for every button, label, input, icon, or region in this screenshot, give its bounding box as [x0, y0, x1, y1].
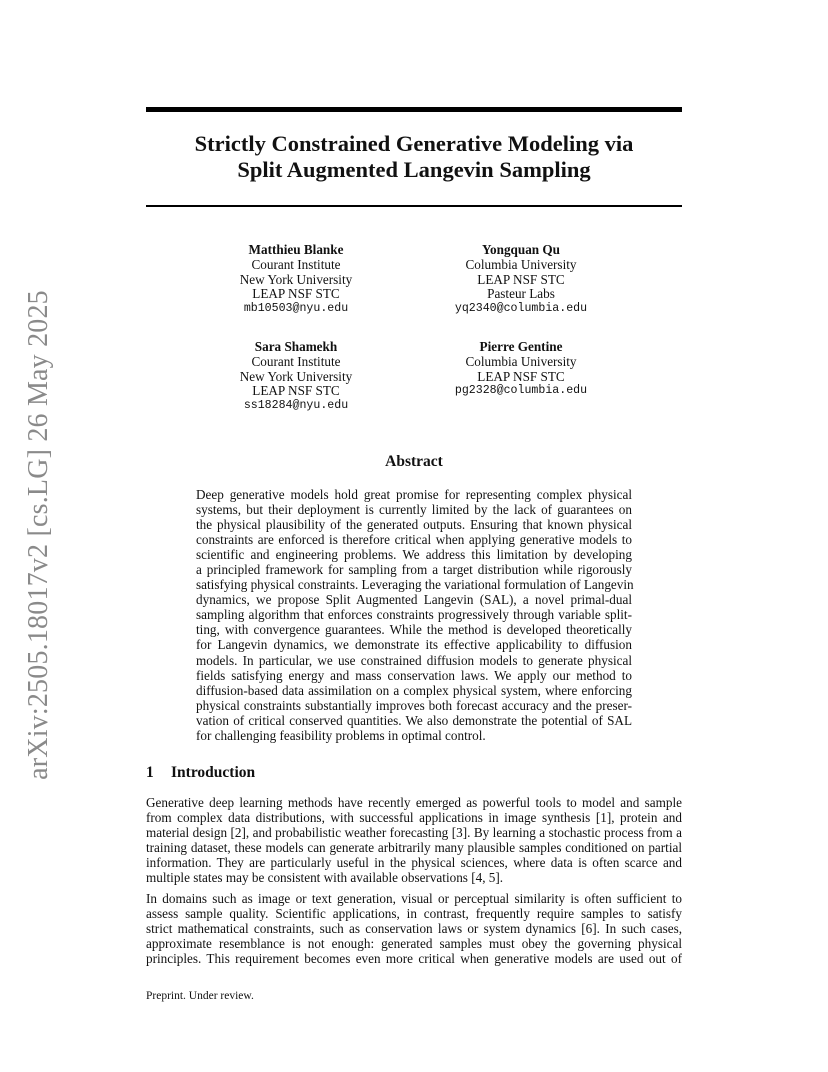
author-affiliation: Pasteur Labs: [487, 286, 555, 302]
abstract-line: diffusion-based data assimilation on a complex physical system, where enforcing: [196, 682, 632, 698]
paragraph-line: multiple states may be consistent with available observations [4, 5].: [146, 869, 504, 885]
paragraph-line: approximate resemblance is not enough: generated samples must obey the governing physical: [146, 935, 682, 951]
author-name: Matthieu Blanke: [248, 242, 344, 257]
author-affiliation: LEAP NSF STC: [252, 383, 340, 399]
paragraph-line: information. They are particularly useful in the physical sciences, where data is often scarce and: [146, 854, 682, 870]
author-email[interactable]: ss18284@nyu.edu: [243, 399, 349, 413]
author-affiliation: LEAP NSF STC: [252, 286, 340, 302]
author-email[interactable]: yq2340@columbia.edu: [454, 302, 588, 316]
abstract-line: physical constraints substantially improves both forecast accuracy and the preser-: [196, 697, 632, 713]
author-email[interactable]: pg2328@columbia.edu: [454, 384, 588, 398]
paragraph-line: principles. This requirement becomes even more critical when generative models are used out of: [146, 950, 682, 966]
title-bottom-rule: [146, 205, 682, 207]
title-line: Strictly Constrained Generative Modeling via: [194, 131, 634, 156]
author-block: [216, 243, 376, 317]
abstract-line: the physical plausibility of the generated outputs. Ensuring that known physical: [196, 517, 632, 533]
paragraph-line: training dataset, these models can generate arbitrarily many plausible samples conditioned on partial: [146, 839, 682, 855]
abstract-line: dynamics, we propose Split Augmented Langevin (SAL), a novel primal-dual: [196, 592, 632, 608]
author-affiliation: New York University: [239, 368, 353, 384]
abstract-line: models. In particular, we use constrained diffusion models to generate physical: [196, 652, 632, 668]
paragraph-line: Generative deep learning methods have recently emerged as powerful tools to model and sample: [146, 795, 682, 810]
abstract-line: sampling algorithm that enforces constraints progressively through variable split-: [196, 607, 632, 623]
abstract-line: a principled framework for sampling from a target distribution while rigorously: [196, 562, 632, 578]
abstract-body: [196, 487, 632, 743]
paper-title: [146, 131, 682, 183]
author-block: [436, 243, 606, 317]
abstract-heading: Abstract: [385, 453, 443, 470]
abstract-line: constraints are enforced is therefore critical when applying generative models to: [196, 532, 632, 548]
author-affiliation: Columbia University: [465, 353, 577, 369]
section-number: 1: [146, 764, 154, 781]
author-name: Sara Shamekh: [254, 339, 338, 354]
paragraph-line: In domains such as image or text generation, visual or perceptual similarity is often sufficient to: [146, 891, 682, 906]
abstract-line: for Langevin dynamics, we demonstrate its effective applicability to diffusion: [196, 637, 632, 653]
abstract-line: Deep generative models hold great promise for representing complex physical: [196, 487, 632, 502]
paragraph-line: assess sample quality. Scientific applications, in contrast, frequently require samples to satisfy: [146, 905, 682, 921]
abstract-line: satisfying physical constraints. Leveraging the variational formulation of Langevin: [196, 577, 634, 593]
abstract-line: fields satisfying energy and mass conservation laws. We apply our method to: [196, 667, 632, 683]
paragraph-line: from complex data distributions, with successful applications in image synthesis [1], protein and: [146, 809, 682, 825]
author-name: Yongquan Qu: [481, 242, 561, 257]
intro-paragraph-1: [146, 796, 682, 885]
author-affiliation: LEAP NSF STC: [477, 271, 565, 287]
abstract-line: for challenging feasibility problems in optimal control.: [196, 727, 486, 743]
arxiv-stamp: arXiv:2505.18017v2 [cs.LG] 26 May 2025: [23, 290, 54, 780]
abstract-line: vation of critical conserved quantities. We also demonstrate the potential of SAL: [196, 712, 632, 728]
author-email[interactable]: mb10503@nyu.edu: [243, 302, 349, 316]
title-line: Split Augmented Langevin Sampling: [237, 157, 591, 182]
abstract-line: systems, but their deployment is currently limited by the lack of guarantees on: [196, 502, 632, 518]
section-title: Introduction: [171, 764, 256, 781]
paragraph-line: strict mathematical constraints, such as conservation laws or system dynamics [6]. In such cases,: [146, 920, 682, 936]
footer-note: Preprint. Under review.: [146, 990, 254, 1002]
author-block: [436, 340, 606, 399]
author-name: Pierre Gentine: [479, 339, 563, 354]
author-affiliation: Courant Institute: [251, 353, 341, 369]
author-affiliation: LEAP NSF STC: [477, 368, 565, 384]
abstract-line: ting, with convergence guarantees. While the method is developed theoretically: [196, 622, 632, 638]
author-affiliation: Courant Institute: [251, 256, 341, 272]
section-heading: [146, 764, 255, 782]
author-affiliation: Columbia University: [465, 256, 577, 272]
author-affiliation: New York University: [239, 271, 353, 287]
abstract-line: scientific and engineering problems. We address this limitation by developing: [196, 547, 632, 563]
author-block: [216, 340, 376, 414]
paragraph-line: material design [2], and probabilistic weather forecasting [3]. By learning a stochastic process from a: [146, 824, 682, 840]
intro-paragraph-2: [146, 892, 682, 967]
title-top-rule: [146, 107, 682, 112]
